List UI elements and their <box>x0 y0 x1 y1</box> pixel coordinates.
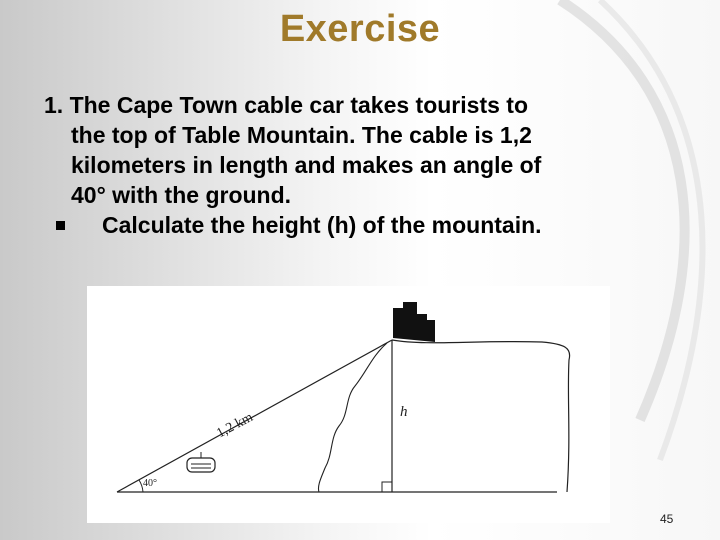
angle-label: 40° <box>143 478 157 489</box>
question-line-1: 1. The Cape Town cable car takes tourists to <box>44 92 528 118</box>
mountain-cliff <box>392 340 570 492</box>
question-line-4: 40° with the ground. <box>71 182 292 208</box>
cable-line <box>117 340 392 492</box>
slide-title: Exercise <box>279 8 441 50</box>
question-line-3: kilometers in length and makes an angle of <box>71 152 542 178</box>
question-line-2: the top of Table Mountain. The cable is 1,2 <box>71 122 532 148</box>
bullet-item <box>44 210 684 240</box>
question-text <box>44 90 684 240</box>
bullet-text: Calculate the height (h) of the mountain. <box>102 212 542 238</box>
mountain-diagram-svg <box>87 286 610 523</box>
mountain-face-contour <box>318 343 387 492</box>
height-label: h <box>400 404 408 420</box>
cable-car-gondola <box>187 452 215 472</box>
mountain-diagram <box>87 286 610 523</box>
page-number: 45 <box>660 512 674 526</box>
right-angle-marker <box>382 482 392 492</box>
square-bullet-icon <box>56 221 65 230</box>
cable-length-label: 1,2 km <box>214 409 256 442</box>
summit-station-building <box>393 302 435 342</box>
